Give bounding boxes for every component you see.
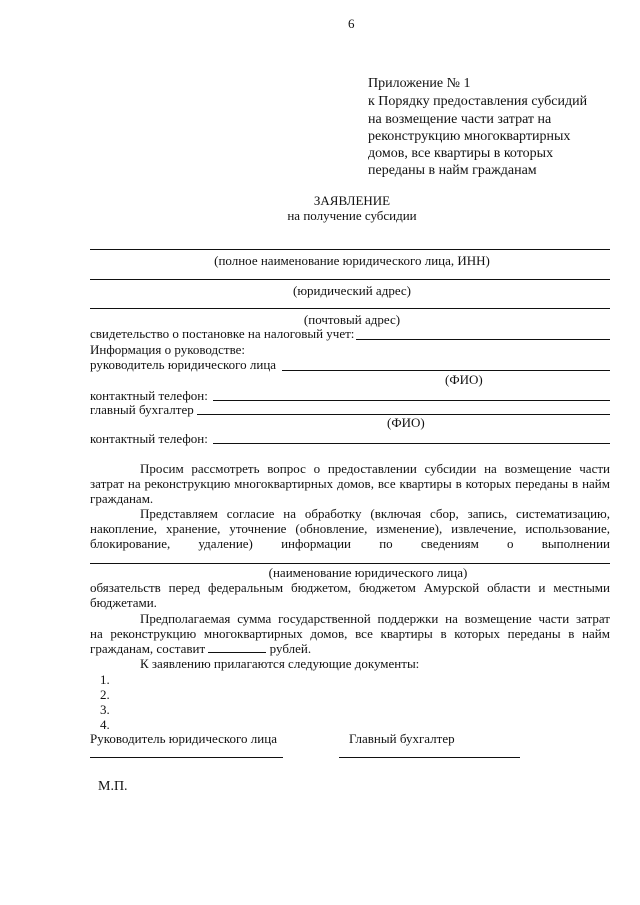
paragraph-4-line-2: на реконструкцию многоквартирных домов, все квартиры в которых переданы в найм	[90, 626, 610, 641]
postal-address-caption: (почтовый адрес)	[303, 312, 401, 327]
signature-accountant-line[interactable]	[339, 757, 520, 758]
head-info-label: Информация о руководстве:	[90, 342, 246, 357]
head-fio-caption: (ФИО)	[445, 372, 483, 387]
signature-accountant-label: Главный бухгалтер	[349, 731, 455, 746]
legal-address-line[interactable]	[90, 279, 610, 280]
amount-blank[interactable]	[208, 641, 266, 653]
legal-address-caption: (юридический адрес)	[292, 283, 412, 298]
paragraph-1-line-1: Просим рассмотреть вопрос о предоставлении субсидии на возмещение части	[140, 461, 610, 476]
org-name-2-line[interactable]	[90, 563, 610, 564]
appendix-line-3: на возмещение части затрат на	[368, 112, 552, 127]
paragraph-3-line-2: бюджетами.	[90, 595, 157, 610]
paragraph-1-line-3: гражданам.	[90, 491, 154, 506]
signature-head-line[interactable]	[90, 757, 283, 758]
paragraph-4-line-1: Предполагаемая сумма государственной поддержки на возмещение части затрат	[140, 611, 610, 626]
attachment-item-4: 4.	[100, 717, 110, 732]
accountant-fio-caption: (ФИО)	[387, 415, 425, 430]
paragraph-2-line-3: блокирование, удаление) информации по сведениям о выполнении	[90, 536, 610, 551]
attachment-item-3: 3.	[100, 702, 110, 717]
appendix-line-1: Приложение № 1	[368, 76, 471, 91]
paragraph-2-line-1: Представляем согласие на обработку (включая сбор, запись, систематизацию,	[140, 506, 610, 521]
seal-label: М.П.	[98, 779, 128, 794]
signature-head-label: Руководитель юридического лица	[90, 731, 277, 746]
appendix-line-4: реконструкцию многоквартирных	[368, 129, 571, 144]
postal-address-line[interactable]	[90, 308, 610, 309]
head-line[interactable]	[282, 370, 610, 371]
org-name-caption: (полное наименование юридического лица, ИНН)	[214, 253, 490, 268]
attachments-intro: К заявлению прилагаются следующие документы:	[140, 656, 420, 671]
paragraph-2-line-2: накопление, хранение, уточнение (обновление, изменение), извлечение, использование,	[90, 521, 610, 536]
appendix-line-6: переданы в найм гражданам	[368, 163, 537, 178]
org-name-2-caption: (наименование юридического лица)	[268, 565, 468, 580]
phone-1-line[interactable]	[213, 400, 610, 401]
phone-1-label: контактный телефон:	[90, 388, 208, 403]
paragraph-4-line-3	[90, 641, 311, 656]
document-subtitle: на получение субсидии	[287, 208, 417, 223]
document-title: ЗАЯВЛЕНИЕ	[313, 193, 391, 208]
appendix-line-2: к Порядку предоставления субсидий	[368, 94, 588, 109]
attachment-item-2: 2.	[100, 687, 110, 702]
paragraph-1-line-2: затрат на реконструкцию многоквартирных домов, все квартиры в которых переданы в найм	[90, 476, 610, 491]
tax-registration-line[interactable]	[356, 339, 610, 340]
accountant-label: главный бухгалтер	[90, 402, 194, 417]
amount-prefix: гражданам, составит	[90, 641, 206, 656]
org-name-line[interactable]	[90, 249, 610, 250]
appendix-line-5: домов, все квартиры в которых	[368, 146, 554, 161]
phone-2-line[interactable]	[213, 443, 610, 444]
attachment-item-1: 1.	[100, 672, 110, 687]
tax-registration-label: свидетельство о постановке на налоговый учет:	[90, 326, 355, 341]
page-number: 6	[348, 16, 355, 31]
phone-2-label: контактный телефон:	[90, 431, 208, 446]
paragraph-3-line-1: обязательств перед федеральным бюджетом, бюджетом Амурской области и местными	[90, 580, 610, 595]
head-label: руководитель юридического лица	[90, 357, 277, 372]
amount-suffix: рублей.	[269, 641, 312, 656]
